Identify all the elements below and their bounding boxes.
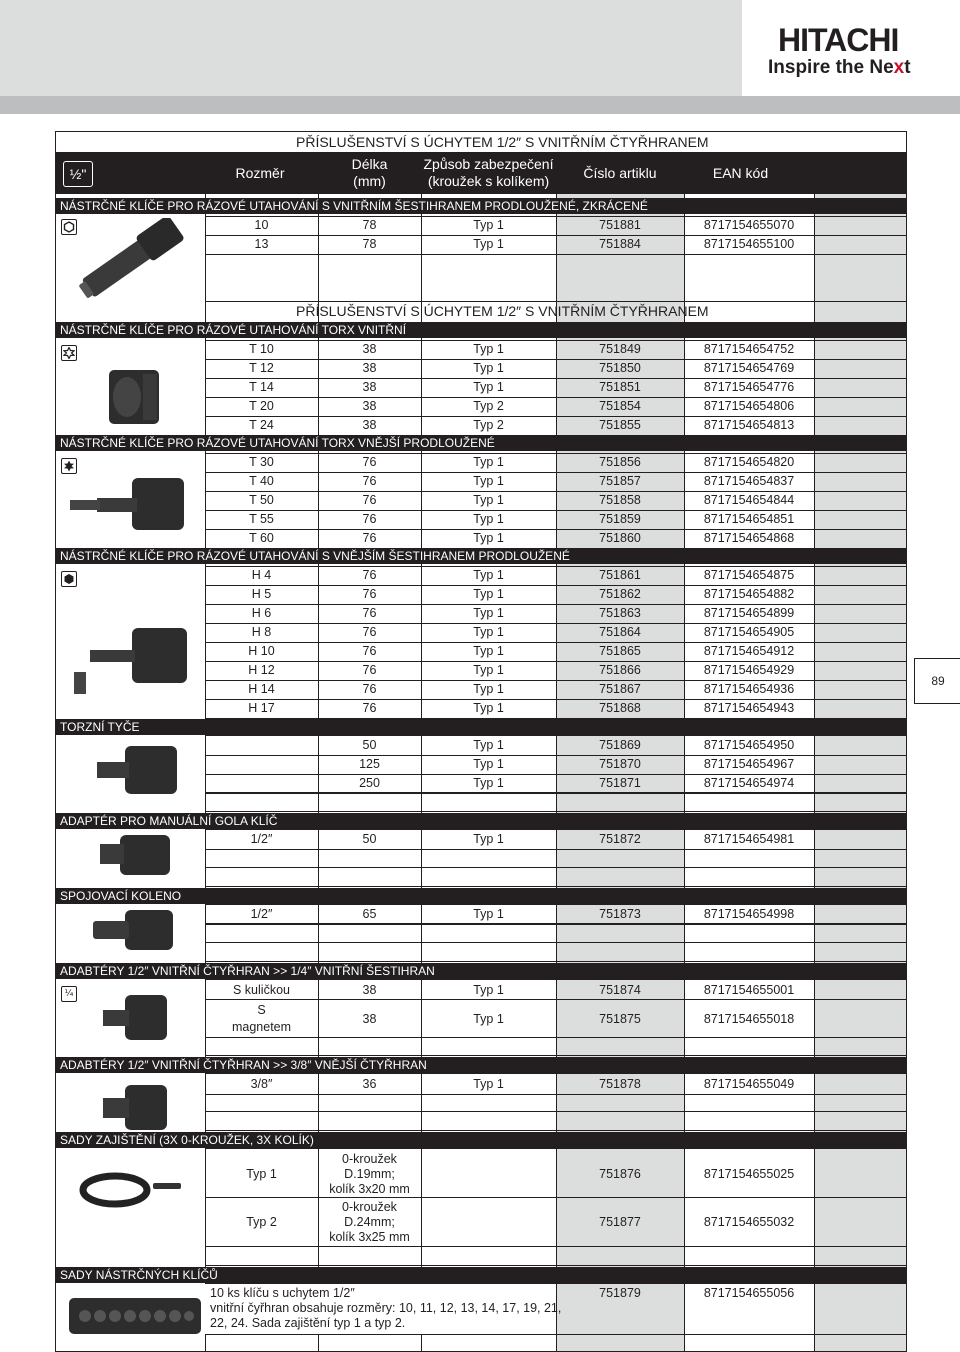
row-line [205, 886, 906, 887]
row-line [205, 1130, 906, 1131]
row-line [205, 1073, 906, 1074]
table-cell: 76 [362, 644, 377, 658]
table-cell: D.19mm; [344, 1167, 395, 1181]
table-cell: vnitřní čyřhran obsahuje rozměry: 10, 11, 12, 13, 14, 17, 19, 21, [210, 1301, 562, 1315]
table-cell: 751859 [599, 512, 641, 526]
table-cell: H 14 [248, 682, 275, 696]
table-cell: 8717154654837 [703, 474, 795, 488]
table-cell: 751874 [599, 983, 641, 997]
table-cell: 125 [359, 757, 380, 771]
table-cell: 751873 [599, 907, 641, 921]
table-cell: 0-kroužek [342, 1200, 397, 1214]
table-cell: 751868 [599, 701, 641, 715]
table-cell: Typ 1 [473, 1077, 504, 1091]
row-line [205, 792, 906, 793]
table-cell: 8717154655100 [703, 237, 795, 251]
row-line [205, 642, 906, 643]
table-cell: 751851 [599, 380, 641, 394]
row-line [205, 1265, 906, 1266]
row-line [205, 359, 906, 360]
table-cell: T 40 [249, 474, 274, 488]
row-line [205, 453, 906, 454]
row-line [205, 1148, 906, 1149]
table-cell: 8717154654967 [703, 757, 795, 771]
header-band-stripe [0, 96, 960, 114]
table-cell: 751857 [599, 474, 641, 488]
col-divider [814, 194, 815, 1351]
table-cell: 8717154655056 [703, 1286, 795, 1300]
section-label: ADAPTÉR PRO MANUÁLNÍ GOLA KLÍČ [60, 814, 278, 828]
table-cell: 8717154655070 [703, 218, 795, 232]
table-cell: 38 [362, 380, 377, 394]
table-cell: H 10 [248, 644, 275, 658]
table-cell: Typ 1 [473, 361, 504, 375]
table-cell: 751871 [599, 776, 641, 790]
table-cell: Typ 1 [473, 568, 504, 582]
table-cell: 751881 [599, 218, 641, 232]
torx-socket-image [95, 362, 175, 432]
header-cislo: Číslo artiklu [583, 165, 657, 181]
table-cell: 751864 [599, 625, 641, 639]
row-line [205, 216, 906, 217]
table-cell: 8717154655018 [703, 1012, 795, 1026]
table-cell: Typ 1 [473, 625, 504, 639]
table-cell: 751879 [599, 1286, 641, 1300]
table-cell: H 12 [248, 663, 275, 677]
table-cell: 8717154654929 [703, 663, 795, 677]
section-header [55, 1132, 906, 1148]
table-cell: Typ 1 [473, 757, 504, 771]
row-line [205, 699, 906, 700]
table-cell: 751856 [599, 455, 641, 469]
table-cell: 1/2″ [250, 832, 273, 846]
table-cell: 78 [362, 218, 377, 232]
row-line [205, 604, 906, 605]
table-cell: 8717154654899 [703, 606, 795, 620]
section-header [55, 1267, 906, 1283]
row-line [205, 235, 906, 236]
section-label: NÁSTRČNÉ KLÍČE PRO RÁZOVÉ UTAHOVÁNÍ TORX VNITŘNÍ [60, 323, 407, 337]
section-label: TORZNÍ TYČE [60, 720, 140, 734]
row-line [205, 774, 906, 775]
table-cell: 8717154654844 [703, 493, 795, 507]
table-cell: T 14 [249, 380, 274, 394]
section-label: NÁSTRČNÉ KLÍČE PRO RÁZOVÉ UTAHOVÁNÍ S VNĚJŠÍM ŠESTIHRANEM PRODLOUŽENÉ [60, 549, 570, 563]
table-cell: 751855 [599, 418, 641, 432]
row-line [205, 811, 906, 812]
table-cell: 751861 [599, 568, 641, 582]
table-cell: Typ 1 [473, 512, 504, 526]
universal-joint-image [85, 905, 180, 955]
table-cell: Typ 2 [473, 399, 504, 413]
section-header [55, 888, 906, 904]
table-title: PŘÍSLUŠENSTVÍ S ÚCHYTEM 1/2″ S VNITŘNÍM ČTYŘHRANEM [296, 134, 709, 150]
table-cell: 8717154654868 [703, 531, 795, 545]
torx-external-icon [61, 458, 77, 474]
header-rozmer: Rozměr [235, 165, 285, 181]
table-cell: T 10 [249, 342, 274, 356]
row-line [205, 942, 906, 943]
table-cell: 751849 [599, 342, 641, 356]
row-line [205, 924, 906, 925]
row-line [205, 849, 906, 850]
row-line [205, 472, 906, 473]
table-cell: 8717154654882 [703, 587, 795, 601]
table-cell: 76 [362, 587, 377, 601]
table-cell: T 50 [249, 493, 274, 507]
table-cell: 8717154655032 [703, 1215, 795, 1229]
table-cell: 751866 [599, 663, 641, 677]
table-cell: Typ 1 [473, 606, 504, 620]
column-header [55, 152, 906, 194]
row-line [205, 623, 906, 624]
table-cell: 8717154654950 [703, 738, 795, 752]
hex-external-icon [61, 571, 77, 587]
section-header [55, 1057, 906, 1073]
table-cell: 751877 [599, 1215, 641, 1229]
row-line [205, 829, 906, 830]
table-cell: Typ 1 [473, 663, 504, 677]
table-cell: kolík 3x20 mm [329, 1182, 410, 1196]
table-cell: 3/8″ [250, 1077, 273, 1091]
table-cell: 751850 [599, 361, 641, 375]
table-cell: 8717154654875 [703, 568, 795, 582]
page-number: 89 [914, 658, 960, 704]
brand-tagline: Inspire the Next [768, 57, 911, 78]
table-cell: 751872 [599, 832, 641, 846]
row-line [205, 1055, 906, 1056]
table-cell: 0-kroužek [342, 1152, 397, 1166]
table-cell: T 30 [249, 455, 274, 469]
section-header [55, 719, 906, 735]
row-line [205, 340, 906, 341]
row-line [205, 680, 906, 681]
table-cell: 10 [254, 218, 269, 232]
table-cell: Typ 1 [473, 983, 504, 997]
table-cell: Typ 1 [473, 455, 504, 469]
header-zpusob-note: (kroužek s kolíkem) [427, 173, 550, 189]
table-cell: 8717154654905 [703, 625, 795, 639]
table-cell: T 60 [249, 531, 274, 545]
row-line [205, 510, 906, 511]
header-zpusob: Způsob zabezpečení [423, 156, 554, 172]
table-cell: 76 [362, 455, 377, 469]
row-line [205, 1111, 906, 1112]
table-cell: 8717154654943 [703, 701, 795, 715]
table-cell: Typ 1 [473, 907, 504, 921]
table-cell: T 55 [249, 512, 274, 526]
table-cell: 65 [362, 907, 377, 921]
table-cell: 76 [362, 568, 377, 582]
table-cell: 10 ks klíču s uchytem 1/2″ [210, 1286, 355, 1300]
section-header [55, 322, 906, 338]
hex-socket-icon [61, 219, 77, 235]
table-cell: S [257, 1003, 266, 1017]
table-cell: kolík 3x25 mm [329, 1230, 410, 1244]
section-header [55, 198, 906, 214]
table-cell: H 6 [251, 606, 272, 620]
table-cell: 13 [254, 237, 269, 251]
row-line [205, 867, 906, 868]
table-cell: 76 [362, 606, 377, 620]
row-line [205, 1334, 906, 1335]
row-line [205, 397, 906, 398]
table-cell: Typ 1 [473, 776, 504, 790]
table-cell: T 20 [249, 399, 274, 413]
table-cell: 8717154654776 [703, 380, 795, 394]
table-cell: 76 [362, 474, 377, 488]
table-cell: Typ 2 [246, 1215, 277, 1229]
table-cell: 8717154654813 [703, 418, 795, 432]
table-cell: Typ 1 [473, 832, 504, 846]
table-cell: Typ 1 [473, 493, 504, 507]
table-cell: 8717154655001 [703, 983, 795, 997]
table-cell: S kuličkou [233, 983, 290, 997]
table-cell: 8717154654769 [703, 361, 795, 375]
table-cell: Typ 1 [473, 587, 504, 601]
row-line [205, 254, 906, 255]
table-cell: 751869 [599, 738, 641, 752]
table-cell: Typ 1 [473, 218, 504, 232]
table-cell: 1/2″ [250, 907, 273, 921]
table-cell: 751878 [599, 1077, 641, 1091]
table-cell: 8717154654974 [703, 776, 795, 790]
brand-name: HITACHI [778, 22, 899, 58]
table-cell: 76 [362, 493, 377, 507]
table-cell: 38 [362, 399, 377, 413]
table-cell: 751860 [599, 531, 641, 545]
three-eighths-adapter-image [95, 1080, 175, 1135]
table-cell: 8717154654752 [703, 342, 795, 356]
row-line [205, 1094, 906, 1095]
table-cell: 751862 [599, 587, 641, 601]
quarter-hex-adapter-image [95, 990, 175, 1045]
table-cell: 751870 [599, 757, 641, 771]
table-cell: 36 [362, 1077, 377, 1091]
table-cell: 38 [362, 983, 377, 997]
table-cell: Typ 1 [473, 531, 504, 545]
row-line [205, 1037, 906, 1038]
table-cell: H 8 [251, 625, 272, 639]
table-cell: 8717154654936 [703, 682, 795, 696]
table-cell: 38 [362, 361, 377, 375]
table-cell: 8717154654851 [703, 512, 795, 526]
o-ring-pin-image [75, 1165, 185, 1215]
table-cell: 38 [362, 1012, 377, 1026]
table-cell: 250 [359, 776, 380, 790]
row-line [205, 755, 906, 756]
hitachi-logo [742, 0, 960, 96]
table-cell: Typ 1 [473, 701, 504, 715]
row-line [205, 961, 906, 962]
table-cell: 50 [362, 738, 377, 752]
table-cell: 38 [362, 342, 377, 356]
section-header [55, 813, 906, 829]
row-line [205, 585, 906, 586]
row-line [205, 529, 906, 530]
row-line [205, 378, 906, 379]
section-header [55, 435, 906, 451]
section-label: SPOJOVACÍ KOLENO [60, 889, 182, 903]
section-label: NÁSTRČNÉ KLÍČE PRO RÁZOVÉ UTAHOVÁNÍ S VNITŘNÍM ŠESTIHRANEM PRODLOUŽENÉ, ZKRÁCENÉ [60, 199, 648, 213]
section-label: ADABTÉRY 1/2″ VNITŘNÍ ČTYŘHRAN >> 3/8″ VNĚJŠÍ ČTYŘHRAN [60, 1058, 427, 1072]
table-cell: Typ 2 [473, 418, 504, 432]
table-cell: 751865 [599, 644, 641, 658]
row-line [205, 1246, 906, 1247]
table-cell: D.24mm; [344, 1215, 395, 1229]
size-badge-icon: ½" [63, 161, 93, 187]
section-header [55, 548, 906, 564]
table-cell: 50 [362, 832, 377, 846]
table-cell: 751876 [599, 1167, 641, 1181]
header-ean: EAN kód [712, 165, 769, 181]
row-line [205, 301, 906, 302]
table-cell: 76 [362, 625, 377, 639]
row-line [205, 979, 906, 980]
hex-bit-socket-image [62, 620, 197, 700]
section-label: ADABTÉRY 1/2″ VNITŘNÍ ČTYŘHRAN >> 1/4″ VNITŘNÍ ŠESTIHRAN [60, 964, 435, 978]
gola-adapter-image [90, 830, 180, 880]
table-cell: H 17 [248, 701, 275, 715]
table-cell: Typ 1 [246, 1167, 277, 1181]
torx-bit-socket-image [62, 470, 197, 545]
table-cell: 76 [362, 512, 377, 526]
table-cell: T 24 [249, 418, 274, 432]
table-cell: 751858 [599, 493, 641, 507]
table-cell: 751863 [599, 606, 641, 620]
socket-set-case-image [65, 1292, 205, 1340]
table-cell: Typ 1 [473, 380, 504, 394]
table-cell: 76 [362, 531, 377, 545]
row-line [205, 793, 906, 794]
table-cell: 751875 [599, 1012, 641, 1026]
table-cell: Typ 1 [473, 474, 504, 488]
table-cell: 8717154655049 [703, 1077, 795, 1091]
row-line [205, 999, 906, 1000]
header-delka-unit: (mm) [353, 173, 386, 189]
header-band [0, 0, 742, 96]
table-cell: Typ 1 [473, 682, 504, 696]
table-cell: 78 [362, 237, 377, 251]
row-line [205, 1197, 906, 1198]
table-cell: 751854 [599, 399, 641, 413]
row-line [205, 566, 906, 567]
table-cell: Typ 1 [473, 237, 504, 251]
table-cell: 751884 [599, 237, 641, 251]
table-cell: Typ 1 [473, 644, 504, 658]
table-cell: magnetem [231, 1020, 292, 1034]
section-label: SADY NÁSTRČNÝCH KLÍČŮ [60, 1268, 218, 1282]
torx-internal-icon [61, 345, 77, 361]
table-cell: Typ 1 [473, 1012, 504, 1026]
section-label: SADY ZAJIŠTĚNÍ (3X 0-KROUŽEK, 3X KOLÍK) [60, 1133, 314, 1147]
row-line [205, 416, 906, 417]
table-cell: 751867 [599, 682, 641, 696]
table-cell: 22, 24. Sada zajištění typ 1 a typ 2. [210, 1316, 406, 1330]
table-cell: 8717154654806 [703, 399, 795, 413]
table-cell: 38 [362, 418, 377, 432]
table-title-repeat: PŘÍSLUŠENSTVÍ S ÚCHYTEM 1/2″ S VNITŘNÍM ČTYŘHRANEM [296, 303, 709, 319]
table-cell: Typ 1 [473, 738, 504, 752]
table-cell: 8717154655025 [703, 1167, 795, 1181]
table-cell: 76 [362, 701, 377, 715]
table-cell: 8717154654998 [703, 907, 795, 921]
table-cell: T 12 [249, 361, 274, 375]
table-cell: H 5 [251, 587, 272, 601]
long-socket-image [58, 218, 203, 298]
row-line [205, 491, 906, 492]
table-cell: H 4 [251, 568, 272, 582]
table-cell: Typ 1 [473, 342, 504, 356]
table-cell: 76 [362, 682, 377, 696]
row-line [205, 661, 906, 662]
row-line [205, 735, 906, 736]
section-header [55, 963, 906, 979]
table-cell: 8717154654912 [703, 644, 795, 658]
header-delka: Délka [351, 156, 388, 172]
table-cell: 8717154654820 [703, 455, 795, 469]
table-cell: 76 [362, 663, 377, 677]
table-cell: 8717154654981 [703, 832, 795, 846]
section-label: NÁSTRČNÉ KLÍČE PRO RÁZOVÉ UTAHOVÁNÍ TORX VNĚJŠÍ PRODLOUŽENÉ [60, 436, 495, 450]
row-line [205, 904, 906, 905]
torsion-bar-image [85, 740, 185, 800]
quarter-hex-icon: ¼ [61, 986, 77, 1002]
